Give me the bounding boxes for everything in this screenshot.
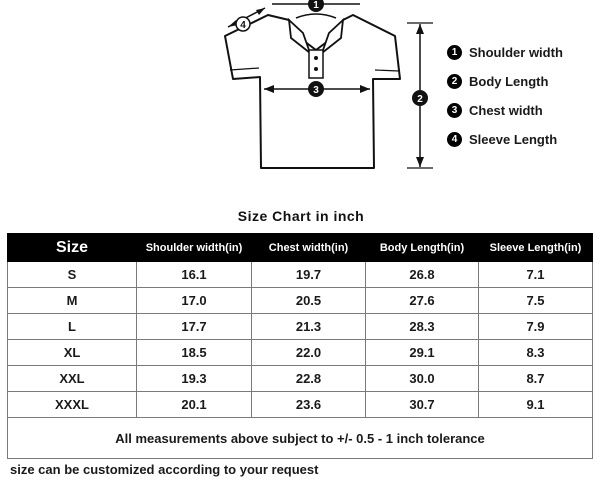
table-cell: 8.7 xyxy=(479,366,593,392)
legend-item xyxy=(447,125,597,154)
marker-4: 4 xyxy=(240,20,246,31)
legend-label: Sleeve Length xyxy=(469,132,558,147)
number-3-icon: 3 xyxy=(447,103,462,118)
table-cell: 27.6 xyxy=(366,288,479,314)
size-table xyxy=(7,233,593,459)
table-header-row xyxy=(8,234,593,262)
legend-item xyxy=(447,38,597,67)
tolerance-row xyxy=(8,418,593,459)
table-cell: XL xyxy=(8,340,137,366)
table-cell: 17.0 xyxy=(137,288,252,314)
chart-title: Size Chart in inch xyxy=(237,208,365,224)
table-cell: 20.1 xyxy=(137,392,252,418)
table-cell: 16.1 xyxy=(137,262,252,288)
marker-1: 1 xyxy=(313,0,319,11)
table-row xyxy=(8,340,593,366)
table-cell: 21.3 xyxy=(252,314,366,340)
column-header: Body Length(in) xyxy=(366,234,479,262)
legend-item xyxy=(447,96,597,125)
table-cell: 19.7 xyxy=(252,262,366,288)
legend-label: Chest width xyxy=(469,103,543,118)
table-cell: M xyxy=(8,288,137,314)
table-row xyxy=(8,366,593,392)
column-header: Sleeve Length(in) xyxy=(479,234,593,262)
table-row xyxy=(8,262,593,288)
number-1-icon: 1 xyxy=(447,45,462,60)
table-cell: 17.7 xyxy=(137,314,252,340)
table-cell: 28.3 xyxy=(366,314,479,340)
table-cell: 19.3 xyxy=(137,366,252,392)
table-cell: XXXL xyxy=(8,392,137,418)
customization-note: size can be customized according to your request xyxy=(10,462,319,477)
marker-2: 2 xyxy=(417,94,423,105)
table-cell: 22.8 xyxy=(252,366,366,392)
legend-item xyxy=(447,67,597,96)
table-row xyxy=(8,314,593,340)
table-cell: 29.1 xyxy=(366,340,479,366)
table-cell: 9.1 xyxy=(479,392,593,418)
table-cell: L xyxy=(8,314,137,340)
table-cell: 30.7 xyxy=(366,392,479,418)
table-cell: S xyxy=(8,262,137,288)
legend-label: Shoulder width xyxy=(469,45,563,60)
column-header: Shoulder width(in) xyxy=(137,234,252,262)
table-cell: 18.5 xyxy=(137,340,252,366)
table-cell: 7.5 xyxy=(479,288,593,314)
legend-label: Body Length xyxy=(469,74,549,89)
table-cell: 8.3 xyxy=(479,340,593,366)
table-cell: 20.5 xyxy=(252,288,366,314)
tolerance-note: All measurements above subject to +/- 0.5 - 1 inch tolerance xyxy=(8,418,593,459)
table-cell: 26.8 xyxy=(366,262,479,288)
table-cell: XXL xyxy=(8,366,137,392)
table-row xyxy=(8,392,593,418)
column-header: Size xyxy=(8,234,137,262)
table-row xyxy=(8,288,593,314)
number-2-icon: 2 xyxy=(447,74,462,89)
table-cell: 30.0 xyxy=(366,366,479,392)
number-4-icon: 4 xyxy=(447,132,462,147)
table-cell: 22.0 xyxy=(252,340,366,366)
table-cell: 7.9 xyxy=(479,314,593,340)
table-cell: 23.6 xyxy=(252,392,366,418)
measurement-legend xyxy=(447,38,597,154)
table-cell: 7.1 xyxy=(479,262,593,288)
marker-3: 3 xyxy=(313,85,319,96)
column-header: Chest width(in) xyxy=(252,234,366,262)
